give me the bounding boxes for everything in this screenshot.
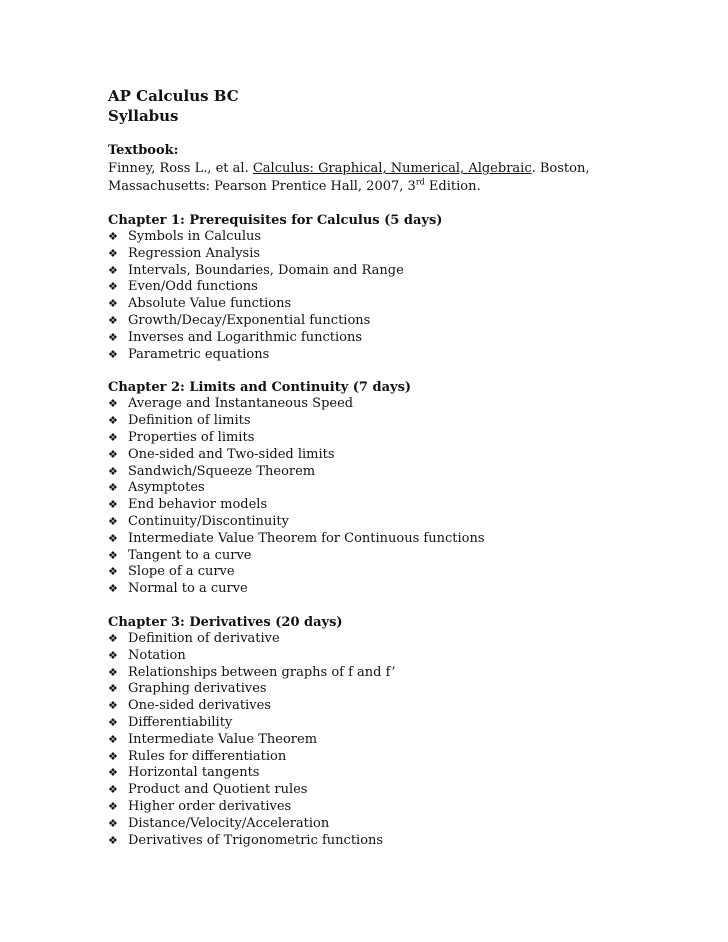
topic-item [108, 347, 708, 364]
spacer [108, 126, 708, 142]
topic-item [108, 548, 708, 565]
topic-item [108, 648, 708, 665]
topic-item [108, 396, 708, 413]
topic-item [108, 631, 708, 648]
topic-text: Definition of derivative [128, 630, 280, 646]
chapter-section [108, 379, 708, 598]
topic-text: Absolute Value functions [128, 296, 292, 312]
topic-item [108, 799, 708, 816]
diamond-bullet-icon: ❖ [108, 430, 118, 444]
diamond-bullet-icon: ❖ [108, 397, 118, 411]
diamond-bullet-icon: ❖ [108, 313, 118, 327]
diamond-bullet-icon: ❖ [108, 699, 118, 713]
topic-text: Notation [128, 647, 186, 663]
topic-item [108, 447, 708, 464]
topic-text: Horizontal tangents [128, 765, 260, 781]
topic-text: Higher order derivatives [128, 798, 292, 814]
topic-text: Product and Quotient rules [128, 782, 308, 798]
chapter-section [108, 212, 708, 363]
citation-city: . Boston, [531, 161, 590, 176]
topic-item [108, 765, 708, 782]
topic-item [108, 330, 708, 347]
topic-item [108, 296, 708, 313]
topic-item [108, 497, 708, 514]
course-title: AP Calculus BC [108, 87, 239, 105]
topic-text: Parametric equations [128, 346, 270, 362]
topic-text: Even/Odd functions [128, 279, 258, 295]
topic-item [108, 464, 708, 481]
topic-list [108, 396, 708, 598]
topic-item [108, 480, 708, 497]
topic-text: Continuity/Discontinuity [128, 513, 289, 529]
diamond-bullet-icon: ❖ [108, 833, 118, 847]
topic-item [108, 681, 708, 698]
diamond-bullet-icon: ❖ [108, 481, 118, 495]
topic-text: Sandwich/Squeeze Theorem [128, 463, 316, 479]
diamond-bullet-icon: ❖ [108, 531, 118, 545]
textbook-citation-line2 [108, 178, 708, 196]
topic-item [108, 246, 708, 263]
topic-item [108, 581, 708, 598]
topic-item [108, 263, 708, 280]
topic-list [108, 631, 708, 849]
diamond-bullet-icon: ❖ [108, 783, 118, 797]
topic-item [108, 413, 708, 430]
topic-text: Properties of limits [128, 429, 255, 445]
citation-edition: Edition. [424, 179, 481, 194]
topic-text: Normal to a curve [128, 581, 248, 597]
topic-text: Regression Analysis [128, 245, 261, 261]
chapter-title: Chapter 2: Limits and Continuity (7 days) [108, 380, 412, 396]
topic-text: Inverses and Logarithmic functions [128, 329, 362, 345]
chapter-title: Chapter 3: Derivatives (20 days) [108, 614, 343, 630]
topic-item [108, 229, 708, 246]
chapter-title: Chapter 1: Prerequisites for Calculus (5 days) [108, 213, 443, 228]
topic-text: Graphing derivatives [128, 681, 267, 697]
textbook-label: Textbook: [108, 143, 179, 158]
diamond-bullet-icon: ❖ [108, 514, 118, 528]
topic-text: One-sided and Two-sided limits [128, 446, 335, 462]
topic-item [108, 698, 708, 715]
diamond-bullet-icon: ❖ [108, 447, 118, 461]
topic-text: One-sided derivatives [128, 698, 271, 714]
diamond-bullet-icon: ❖ [108, 414, 118, 428]
topic-item [108, 833, 708, 850]
topic-item [108, 782, 708, 799]
topic-item [108, 564, 708, 581]
topic-item [108, 732, 708, 749]
diamond-bullet-icon: ❖ [108, 582, 118, 596]
diamond-bullet-icon: ❖ [108, 732, 118, 746]
diamond-bullet-icon: ❖ [108, 263, 118, 277]
diamond-bullet-icon: ❖ [108, 565, 118, 579]
diamond-bullet-icon: ❖ [108, 816, 118, 830]
topic-text: Symbols in Calculus [128, 229, 262, 244]
diamond-bullet-icon: ❖ [108, 766, 118, 780]
diamond-bullet-icon: ❖ [108, 498, 118, 512]
diamond-bullet-icon: ❖ [108, 749, 118, 763]
topic-text: Asymptotes [128, 480, 205, 496]
diamond-bullet-icon: ❖ [108, 230, 118, 243]
topic-list [108, 229, 708, 363]
topic-item [108, 749, 708, 766]
topic-text: Distance/Velocity/Acceleration [128, 815, 330, 831]
topic-text: Slope of a curve [128, 564, 235, 580]
topic-text: Average and Instantaneous Speed [128, 396, 354, 412]
topic-item [108, 279, 708, 296]
citation-publisher: Massachusetts: Pearson Prentice Hall, 2007, 3 [108, 179, 416, 194]
diamond-bullet-icon: ❖ [108, 715, 118, 729]
diamond-bullet-icon: ❖ [108, 648, 118, 662]
topic-text: Tangent to a curve [128, 547, 252, 563]
book-title: Calculus: Graphical, Numerical, Algebraic [252, 161, 532, 176]
topic-item [108, 514, 708, 531]
topic-text: Definition of limits [128, 413, 251, 429]
topic-text: Intervals, Boundaries, Domain and Range [128, 262, 404, 278]
diamond-bullet-icon: ❖ [108, 665, 118, 679]
diamond-bullet-icon: ❖ [108, 246, 118, 260]
diamond-bullet-icon: ❖ [108, 548, 118, 562]
topic-text: Relationships between graphs of f and f’ [128, 664, 396, 680]
topic-item [108, 715, 708, 732]
diamond-bullet-icon: ❖ [108, 297, 118, 311]
topic-text: Intermediate Value Theorem [128, 731, 318, 747]
topic-text: Derivatives of Trigonometric functions [128, 832, 384, 848]
document-content [108, 86, 708, 849]
chapter-section [108, 614, 708, 849]
topic-item [108, 531, 708, 548]
topic-text: Growth/Decay/Exponential functions [128, 312, 371, 328]
topic-text: Rules for differentiation [128, 748, 287, 764]
topic-text: End behavior models [128, 497, 268, 513]
textbook-citation-line1 [108, 160, 708, 178]
topic-text: Differentiability [128, 714, 233, 730]
diamond-bullet-icon: ❖ [108, 799, 118, 813]
citation-authors: Finney, Ross L., et al. [108, 161, 253, 176]
course-subtitle: Syllabus [108, 107, 179, 125]
diamond-bullet-icon: ❖ [108, 280, 118, 294]
topic-item [108, 816, 708, 833]
topic-item [108, 313, 708, 330]
topic-item [108, 430, 708, 447]
topic-item [108, 665, 708, 682]
diamond-bullet-icon: ❖ [108, 682, 118, 696]
edition-superscript: rd [415, 177, 425, 187]
diamond-bullet-icon: ❖ [108, 464, 118, 478]
topic-text: Intermediate Value Theorem for Continuous functions [128, 530, 485, 546]
diamond-bullet-icon: ❖ [108, 631, 118, 645]
chapter-list [108, 212, 708, 849]
diamond-bullet-icon: ❖ [108, 330, 118, 344]
diamond-bullet-icon: ❖ [108, 347, 118, 361]
